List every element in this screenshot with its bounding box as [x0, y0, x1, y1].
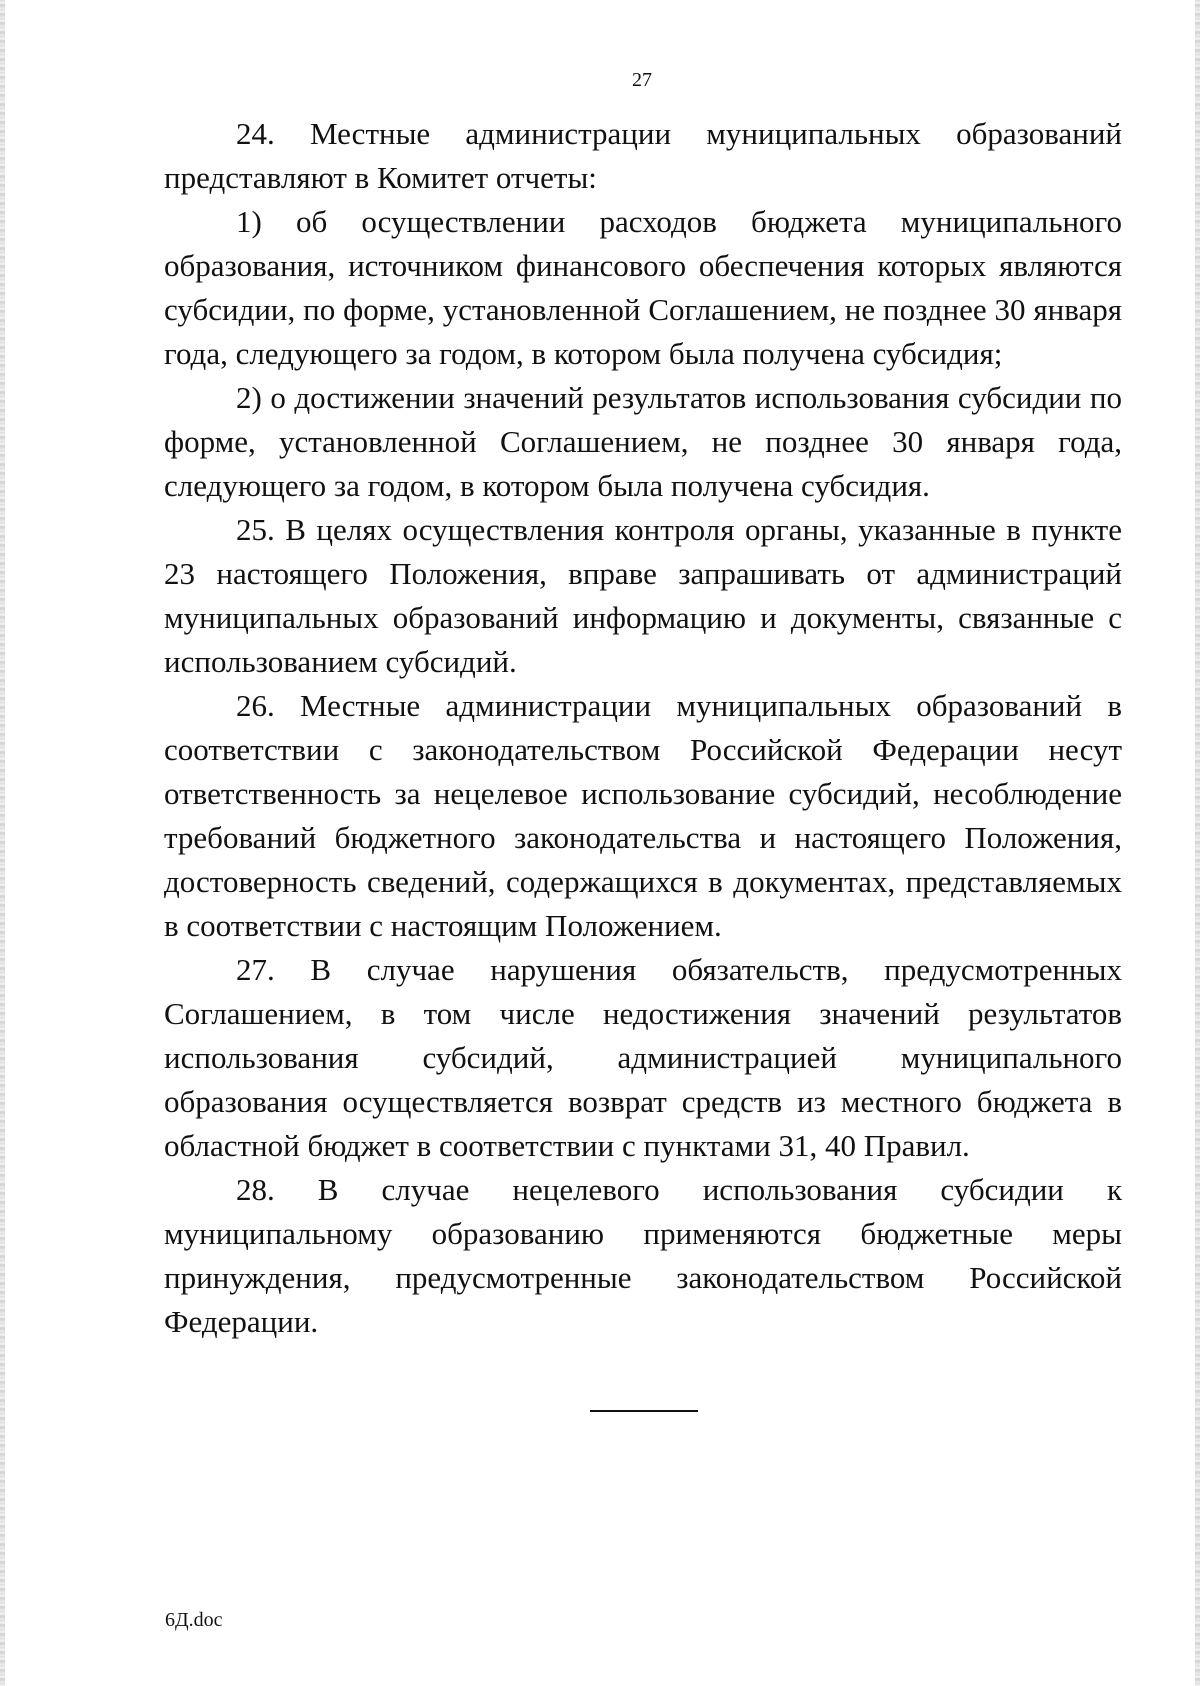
end-of-text-rule — [590, 1410, 698, 1412]
paragraph-24-item-1: 1) об осуществлении расходов бюджета муниципального образования, источником финансового обеспечения которых являются субсидии, по форме, установленной Соглашением, не позднее 30 января года, следующего за годом, в котором была получена субсидия; — [164, 204, 1122, 371]
paragraph-26: 26. Местные администрации муниципальных образований в соответствии с законодательством Российской Федерации несут ответственность за нецелевое использование субсидий, несоблюдение требований бюджетного законодательства и настоящего Положения, достоверность сведений, содержащихся в документах, представляемых в соответствии с настоящим Положением. — [164, 688, 1122, 943]
file-name-footer: 6Д.doc — [165, 1609, 223, 1631]
document-body — [164, 112, 1122, 1344]
scan-edge-right — [1195, 0, 1200, 1686]
paragraph-28: 28. В случае нецелевого использования субсидии к муниципальному образованию применяются бюджетные меры принуждения, предусмотренные законодательством Российской Федерации. — [164, 1172, 1122, 1339]
paragraph-27: 27. В случае нарушения обязательств, предусмотренных Соглашением, в том числе недостижения значений результатов использования субсидий, администрацией муниципального образования осуществляется возврат средств из местного бюджета в областной бюджет в соответствии с пунктами 31, 40 Правил. — [164, 952, 1122, 1163]
scan-edge-left — [0, 0, 5, 1686]
paragraph-25: 25. В целях осуществления контроля органы, указанные в пункте 23 настоящего Положения, вправе запрашивать от администраций муниципальных образований информацию и документы, связанные с использованием субсидий. — [164, 512, 1122, 679]
page-number: 27 — [632, 69, 652, 91]
paragraph-24-item-2: 2) о достижении значений результатов использования субсидии по форме, установленной Соглашением, не позднее 30 января года, следующего за годом, в котором была получена субсидия. — [164, 380, 1122, 503]
paragraph-24: 24. Местные администрации муниципальных образований представляют в Комитет отчеты: — [164, 116, 1122, 195]
